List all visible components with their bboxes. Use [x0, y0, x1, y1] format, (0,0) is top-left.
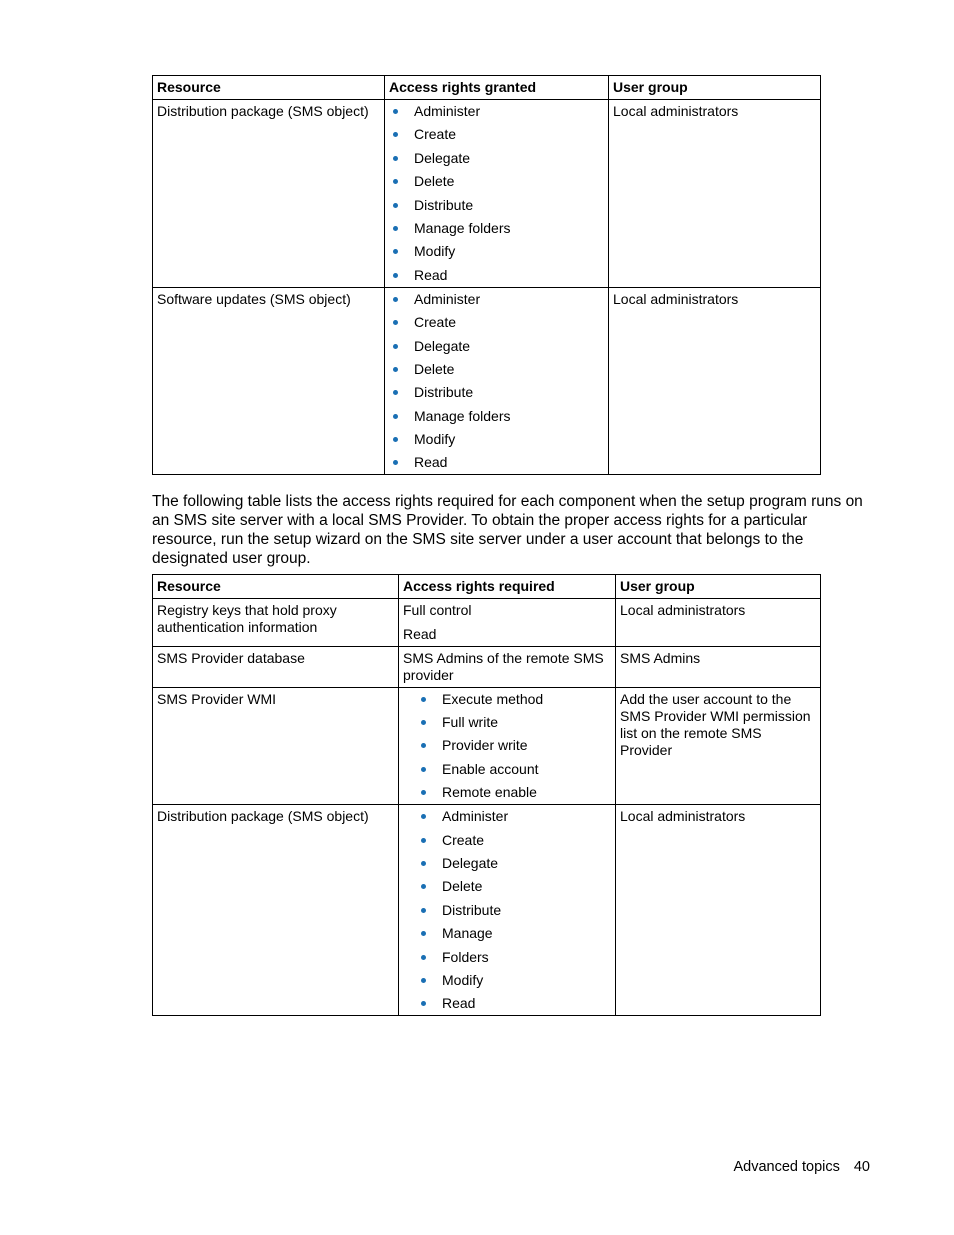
page-footer — [733, 1159, 870, 1175]
list-item — [417, 995, 611, 1012]
list-item — [389, 291, 604, 314]
list-item — [417, 808, 611, 831]
bullet-icon — [421, 790, 426, 795]
list-item — [389, 361, 604, 384]
bullet-icon — [421, 861, 426, 866]
resource-cell: SMS Provider WMI — [153, 687, 399, 805]
list-item — [417, 832, 611, 855]
list-item — [389, 126, 604, 149]
list-item — [389, 173, 604, 196]
user-group-cell: Local administrators — [609, 100, 821, 288]
right-label: Administer — [414, 103, 481, 119]
user-group-cell: Local administrators — [609, 287, 821, 475]
right-label: Delete — [414, 360, 455, 377]
resource-cell: SMS Provider database — [153, 646, 399, 687]
table-row — [153, 687, 821, 805]
bullet-icon — [393, 226, 398, 231]
right-label: Execute method — [442, 690, 544, 707]
table-row — [153, 646, 821, 687]
right-label: Delete — [414, 173, 455, 190]
right-label: Delegate — [414, 337, 471, 354]
bullet-icon — [421, 931, 426, 936]
bullet-icon — [393, 437, 398, 442]
rights-list — [389, 103, 604, 284]
right-label: Manage folders — [414, 407, 511, 424]
right-label: Create — [442, 831, 485, 848]
list-item — [417, 878, 611, 901]
bullet-icon — [421, 978, 426, 983]
right-label: Administer — [442, 808, 509, 825]
right-label: Distribute — [414, 196, 474, 213]
access-rights-granted-table — [152, 75, 821, 475]
bullet-icon — [393, 156, 398, 161]
column-header-access-rights: Access rights granted — [385, 76, 609, 100]
bullet-icon — [421, 1001, 426, 1006]
table-header-row — [153, 575, 821, 599]
bullet-icon — [421, 955, 426, 960]
resource-cell: Registry keys that hold proxy authentication information — [153, 599, 399, 647]
list-item — [417, 737, 611, 760]
list-item — [389, 408, 604, 431]
right-label: Remote enable — [442, 784, 537, 801]
bullet-icon — [421, 767, 426, 772]
right-label: Delete — [442, 878, 483, 895]
rights-list — [417, 808, 611, 1012]
bullet-icon — [421, 884, 426, 889]
rights-cell — [385, 287, 609, 475]
bullet-icon — [393, 203, 398, 208]
user-group-cell: Local administrators — [616, 805, 821, 1016]
table-row — [153, 100, 821, 288]
list-item — [417, 714, 611, 737]
right-label: Modify — [414, 243, 456, 260]
list-item — [417, 902, 611, 925]
right-label: Full write — [442, 713, 499, 730]
bullet-icon — [393, 390, 398, 395]
right-label: Delegate — [442, 854, 499, 871]
rights-list — [389, 291, 604, 472]
list-item — [417, 691, 611, 714]
rights-list — [417, 691, 611, 802]
list-item — [389, 103, 604, 126]
right-label: Read — [414, 454, 448, 471]
bullet-icon — [421, 908, 426, 913]
list-item — [389, 338, 604, 361]
user-group-cell: SMS Admins — [616, 646, 821, 687]
bullet-icon — [421, 743, 426, 748]
list-item — [389, 267, 604, 284]
right-label: Manage folders — [414, 219, 511, 236]
footer-section-title: Advanced topics — [733, 1159, 840, 1175]
right-label: Folders — [442, 948, 489, 965]
right-label: Full control — [403, 602, 472, 618]
list-item — [389, 314, 604, 337]
bullet-icon — [393, 297, 398, 302]
list-item — [389, 243, 604, 266]
list-item — [389, 454, 604, 471]
bullet-icon — [393, 179, 398, 184]
user-group-cell: Local administrators — [616, 599, 821, 647]
right-label: Read — [403, 625, 437, 642]
list-item — [417, 972, 611, 995]
list-item — [417, 855, 611, 878]
right-label: Create — [414, 314, 457, 331]
bullet-icon — [393, 109, 398, 114]
right-label: Modify — [414, 431, 456, 448]
resource-cell: Distribution package (SMS object) — [153, 100, 385, 288]
rights-cell: SMS Admins of the remote SMS provider — [399, 646, 616, 687]
access-rights-required-table — [152, 574, 821, 1016]
bullet-icon — [393, 132, 398, 137]
right-label: Read — [414, 266, 448, 283]
right-label: Manage — [442, 925, 493, 942]
bullet-icon — [421, 720, 426, 725]
bullet-icon — [393, 249, 398, 254]
rights-cell — [399, 687, 616, 805]
column-header-user-group: User group — [609, 76, 821, 100]
list-item — [417, 925, 611, 948]
column-header-resource: Resource — [153, 575, 399, 599]
list-item — [417, 949, 611, 972]
resource-cell: Software updates (SMS object) — [153, 287, 385, 475]
bullet-icon — [421, 697, 426, 702]
table-header-row — [153, 76, 821, 100]
column-header-access-rights: Access rights required — [399, 575, 616, 599]
bullet-icon — [421, 814, 426, 819]
list-item — [417, 761, 611, 784]
rights-cell — [399, 599, 616, 647]
bullet-icon — [393, 273, 398, 278]
list-item — [389, 220, 604, 243]
list-item — [389, 150, 604, 173]
resource-cell: Distribution package (SMS object) — [153, 805, 399, 1016]
column-header-user-group: User group — [616, 575, 821, 599]
right-label: Provider write — [442, 737, 528, 754]
list-item — [417, 784, 611, 801]
right-label: Create — [414, 126, 457, 143]
list-item — [389, 431, 604, 454]
bullet-icon — [393, 460, 398, 465]
user-group-cell: Add the user account to the SMS Provider WMI permission list on the remote SMS Provider — [616, 687, 821, 805]
bullet-icon — [393, 414, 398, 419]
right-label: Distribute — [442, 901, 502, 918]
bullet-icon — [393, 320, 398, 325]
list-item — [389, 384, 604, 407]
bullet-icon — [421, 838, 426, 843]
right-label: Enable account — [442, 760, 539, 777]
bullet-icon — [393, 344, 398, 349]
right-label: Delegate — [414, 149, 471, 166]
right-label: Administer — [414, 290, 481, 307]
right-label: Modify — [442, 971, 484, 988]
table-row — [153, 287, 821, 475]
rights-plain-list — [403, 602, 611, 643]
table-row — [153, 599, 821, 647]
table-row — [153, 805, 821, 1016]
intro-paragraph: The following table lists the access rights required for each component when the setup program runs on an SMS site server with a local SMS Provider. To obtain the proper access rights for a particular resource, run the setup wizard on the SMS site server under a user account that belongs to the designated user group. — [152, 493, 863, 567]
bullet-icon — [393, 367, 398, 372]
rights-cell — [385, 100, 609, 288]
right-label: Distribute — [414, 384, 474, 401]
page-number: 40 — [853, 1159, 870, 1175]
column-header-resource: Resource — [153, 76, 385, 100]
rights-cell — [399, 805, 616, 1016]
list-item — [389, 197, 604, 220]
right-label: Read — [442, 995, 476, 1012]
